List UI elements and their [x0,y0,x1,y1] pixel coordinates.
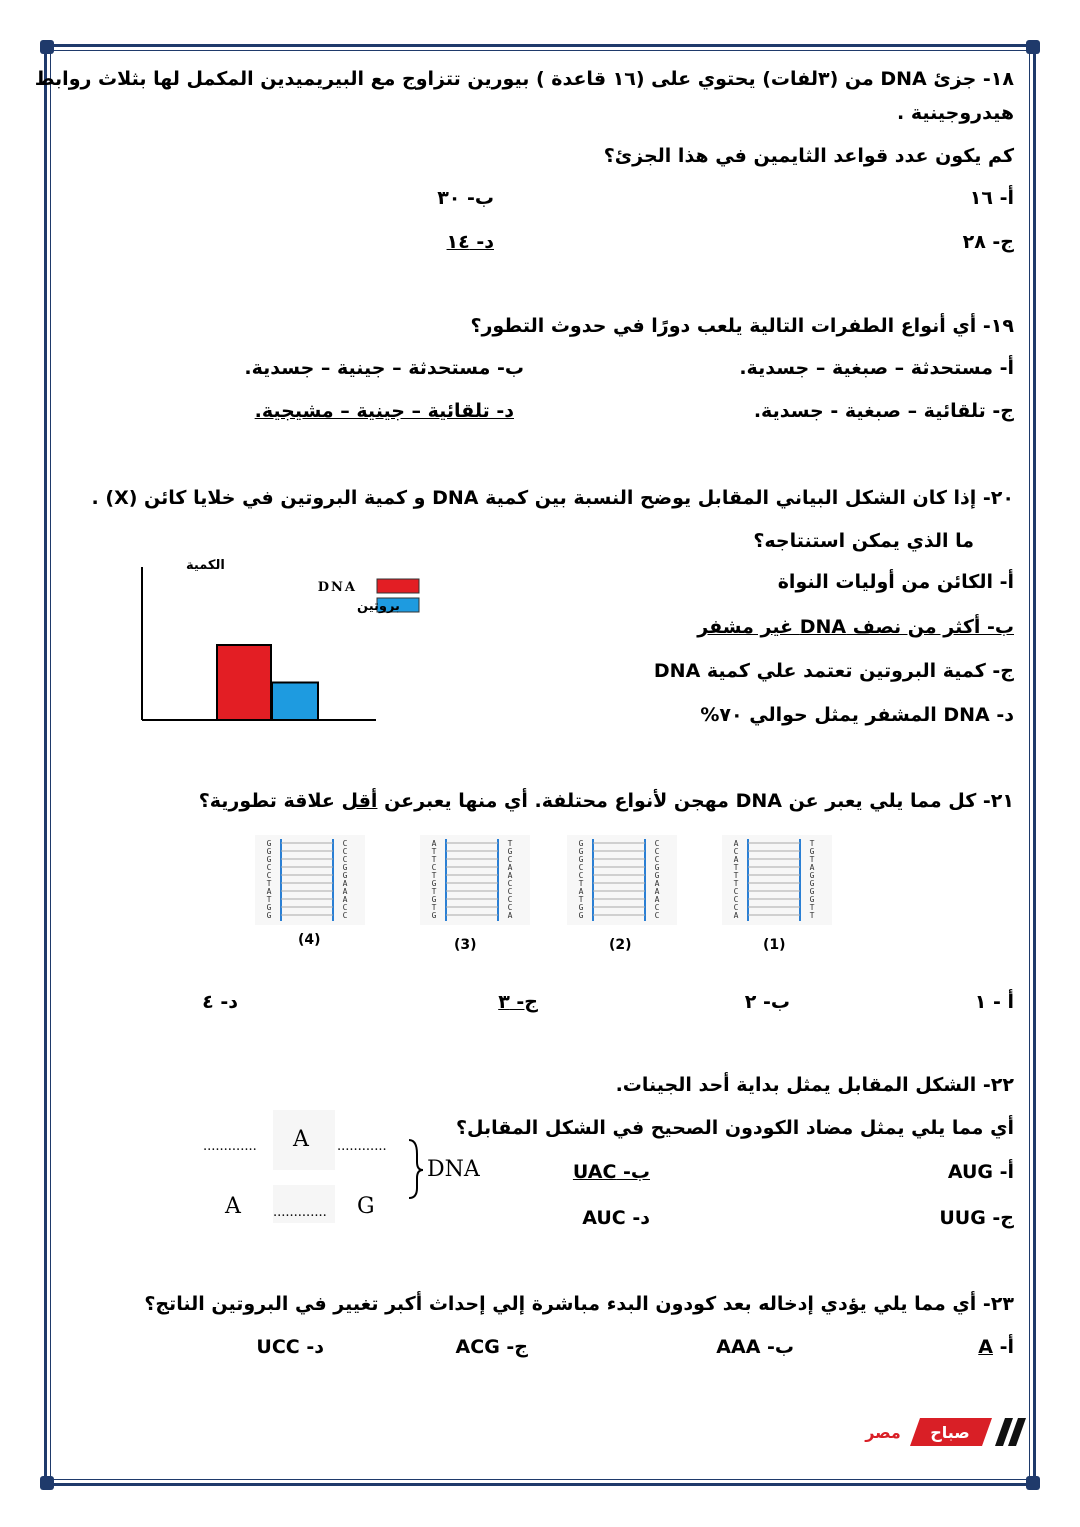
legend-swatch-dna [377,579,419,593]
base-letter-right: G [654,871,660,880]
q19-option-a[interactable]: أ- مستحدثة – صبغية – جسدية. [739,357,1014,379]
base-letter-left: T [733,871,739,880]
base-letter-right: C [342,903,348,912]
base-letter-right: A [507,863,513,872]
bar-dna [217,645,271,720]
base-letter-right: T [809,839,815,848]
base-letter-left: C [733,887,739,896]
base-letter-left: T [431,887,437,896]
base-letter-left: T [431,903,437,912]
q19-option-d[interactable]: د- تلقائية – جينية – مشيجية. [254,400,514,422]
base-letter-left: G [266,839,272,848]
base-letter-right: C [342,847,348,856]
q18-option-d[interactable]: د- ١٤ [446,231,494,253]
q20-question: ما الذي يمكن استنتاجه؟ [753,530,974,552]
q22-option-a[interactable] [948,1161,1014,1184]
q22-option-d[interactable]: د- AUC [582,1207,650,1229]
logo-word-sabah: صباح [930,1423,970,1442]
q18-question: كم يكون عدد قواعد الثايمين في هذا الجزئ؟ [603,145,1014,167]
q19-option-b[interactable]: ب- مستحدثة – جينية – جسدية. [244,357,524,379]
base-letter-left: T [733,863,739,872]
base-letter-right: C [507,887,513,896]
q21-option-a[interactable]: أ - ١ [974,991,1014,1013]
q18-option-c[interactable]: ج- ٢٨ [962,231,1014,253]
dna-gene-start-figure [195,1110,495,1230]
q20-option-a[interactable]: أ- الكائن من أوليات النواة [777,571,1014,593]
base-letter-left: G [266,903,272,912]
base-letter-left: G [578,855,584,864]
base-letter-left: G [578,839,584,848]
legend-label-protein: بروتين [357,599,400,614]
q20-option-c[interactable]: ج- كمية البروتين تعتمد علي كمية DNA [653,660,1014,682]
dna-protein-bar-chart [110,555,430,730]
figure-dots-bottom: ............. [273,1205,327,1220]
q22-option-a-label: أ- AUG [947,1161,1014,1183]
dna-panel-label-4: (4) [298,932,321,948]
chart-ylabel: الكمية [186,558,225,573]
base-letter-right: G [809,895,815,904]
q23-option-c[interactable]: ج- ACG [455,1336,528,1358]
base-letter-right: T [809,911,815,920]
figure-dna-label: DNA [427,1157,480,1182]
logo-word-masr: مصر [865,1423,901,1442]
dna-panel-label-2: (2) [609,937,632,953]
base-letter-right: C [654,911,660,920]
q23-question: ٢٣- أي مما يلي يؤدي إدخاله بعد كودون البدء مباشرة إلي إحداث أكبر تغيير في البروتين الناتج؟ [144,1293,1014,1315]
q22-option-b[interactable]: ب- UAC [572,1161,650,1183]
base-letter-left: T [431,855,437,864]
base-letter-left: T [266,879,272,888]
legend-label-dna: DNA [317,580,357,595]
base-letter-right: G [809,847,815,856]
base-letter-left: T [578,895,584,904]
sabah-masr-logo [858,1418,1028,1446]
q18-option-a[interactable]: أ- ١٦ [969,187,1014,209]
q21-option-b[interactable]: ب- ٢ [744,991,790,1013]
base-letter-right: C [342,911,348,920]
base-letter-left: C [733,895,739,904]
base-letter-left: G [431,895,437,904]
base-letter-right: C [507,855,513,864]
q22-line1: ٢٢- الشكل المقابل يمثل بداية أحد الجينات. [615,1074,1014,1096]
base-letter-left: C [733,903,739,912]
base-letter-right: G [809,879,815,888]
q23-option-a[interactable] [978,1336,1014,1359]
q22-option-c[interactable]: ج- UUG [939,1207,1014,1229]
dna-panel-label-3: (3) [454,937,477,953]
dna-panel-4 [255,835,365,925]
q18-line2: هيدروجينية . [897,102,1014,124]
base-letter-right: A [654,895,660,904]
base-letter-right: C [507,879,513,888]
base-letter-left: A [578,887,584,896]
base-letter-right: C [507,903,513,912]
q20-line1: ٢٠- إذا كان الشكل البياني المقابل يوضح النسبة بين كمية DNA و كمية البروتين في خلايا كائن (X) . [91,487,1014,509]
q21-question-post: علاقة تطورية؟ [198,790,342,812]
q23-option-b[interactable]: ب- AAA [716,1336,794,1358]
base-letter-left: T [578,879,584,888]
base-letter-left: G [431,879,437,888]
dna-panel-2 [567,835,677,925]
base-letter-left: C [431,863,437,872]
base-letter-right: A [507,911,513,920]
base-letter-right: C [654,839,660,848]
q21-question [199,790,1014,813]
base-letter-right: C [507,895,513,904]
base-letter-left: C [578,871,584,880]
dna-panel-label-1: (1) [763,937,786,953]
base-letter-left: T [431,847,437,856]
base-letter-right: G [507,847,513,856]
base-letter-right: G [809,887,815,896]
base-letter-right: C [654,855,660,864]
base-letter-right: G [342,863,348,872]
q19-question: ١٩- أي أنواع الطفرات التالية يلعب دورًا في حدوث التطور؟ [470,315,1014,337]
figure-base-top: A [293,1127,309,1152]
figure-dots-top-right: ............ [337,1139,387,1154]
q20-option-b[interactable]: ب- أكثر من نصف DNA غير مشفر [697,616,1014,638]
base-letter-right: T [809,855,815,864]
base-letter-left: G [578,911,584,920]
base-letter-right: G [809,871,815,880]
dna-panel-1 [722,835,832,925]
frame-corner-bl [40,1476,54,1490]
base-letter-left: T [733,879,739,888]
figure-base-bottom-left: A [225,1194,241,1219]
q18-option-b[interactable]: ب- ٣٠ [437,187,494,209]
base-letter-left: C [266,871,272,880]
base-letter-left: G [266,911,272,920]
base-letter-left: T [266,895,272,904]
base-letter-left: T [431,871,437,880]
base-letter-right: T [507,839,513,848]
base-letter-left: G [578,903,584,912]
base-letter-left: G [266,855,272,864]
base-letter-right: G [342,871,348,880]
base-letter-right: A [654,887,660,896]
base-letter-right: C [342,839,348,848]
base-letter-left: G [578,847,584,856]
base-letter-right: A [342,887,348,896]
q19-option-c[interactable]: ج- تلقائية – صبغية - جسدية. [753,400,1014,422]
q18-line1: ١٨- جزئ DNA من (٣لفات) يحتوي على (١٦ قاعدة ) بيورين تتزاوج مع البيريميدين المكمل لها بثلاث روابط [34,68,1014,90]
frame-corner-tl [40,40,54,54]
base-letter-right: C [654,847,660,856]
q22-question: أي مما يلي يمثل مضاد الكودون الصحيح في الشكل المقابل؟ [455,1117,1014,1139]
figure-dots-top-left: ............. [203,1139,257,1154]
base-letter-left: A [733,839,739,848]
dna-panel-3 [420,835,530,925]
base-letter-left: A [733,855,739,864]
frame-corner-br [1026,1476,1040,1490]
q21-option-d[interactable]: د- ٤ [202,991,238,1013]
dna-panel-bg [420,835,530,925]
q21-option-c[interactable]: ج- ٣ [498,991,538,1013]
q20-option-d[interactable]: د- DNA المشفر يمثل حوالي ٧٠% [700,704,1014,726]
base-letter-right: A [654,879,660,888]
figure-base-bottom-right: G [357,1194,375,1219]
base-letter-left: G [431,911,437,920]
base-letter-right: C [654,903,660,912]
figure-brace [409,1140,423,1198]
base-letter-left: C [578,863,584,872]
base-letter-left: A [431,839,437,848]
base-letter-right: T [809,903,815,912]
page-frame-inner [50,50,1030,1480]
base-letter-right: A [342,879,348,888]
base-letter-left: C [266,863,272,872]
dna-panel-bg [255,835,365,925]
base-letter-left: G [266,847,272,856]
base-letter-right: G [654,863,660,872]
base-letter-right: A [507,871,513,880]
frame-corner-tr [1026,40,1040,54]
base-letter-right: C [342,855,348,864]
base-letter-left: A [266,887,272,896]
dna-panel-bg [722,835,832,925]
q23-option-a-value: A [978,1336,993,1358]
base-letter-right: A [809,863,815,872]
bar-protein [272,683,318,721]
q23-option-d[interactable]: د- UCC [256,1336,324,1358]
dna-panel-bg [567,835,677,925]
q21-question-pre: ٢١- كل مما يلي يعبر عن DNA مهجن لأنواع محتلفة. أي منها يعبرعن [377,790,1014,812]
q23-option-a-prefix: أ- [992,1336,1014,1358]
base-letter-left: A [733,911,739,920]
base-letter-left: C [733,847,739,856]
q21-question-underlined: أقل [341,790,378,812]
base-letter-right: A [342,895,348,904]
